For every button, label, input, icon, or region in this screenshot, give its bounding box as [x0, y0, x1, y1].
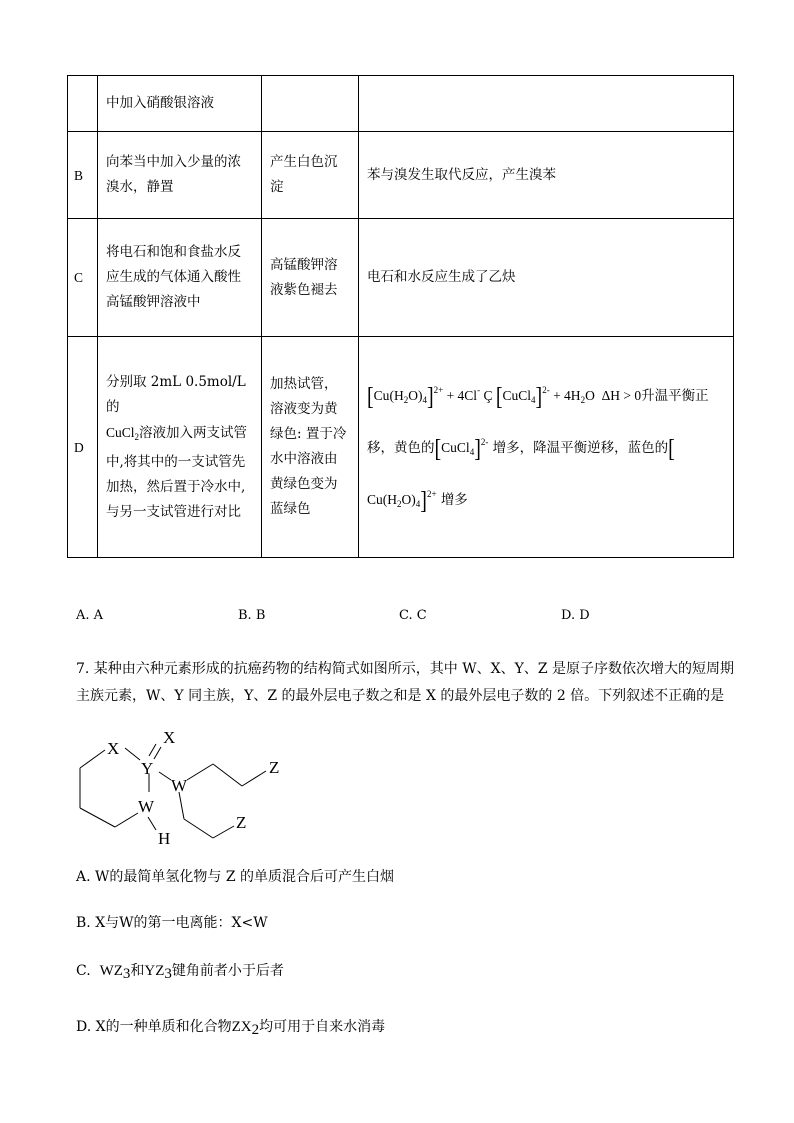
cu-aqua-ion: $[Cu(H_2O)_4]^{2+}$: [367, 435, 675, 515]
equilibrium-equation: $[Cu(H_2O)_4]^{2+} + 4Cl^-$ Ç [CuCl$_4$]$^{2-}$ + $4H_2O$ ΔH > 0: [367, 383, 642, 411]
subscript: 2: [134, 431, 140, 442]
option-label-cell: [68, 76, 98, 132]
atom-h: H: [158, 829, 171, 848]
atom-y: Y: [141, 759, 154, 778]
conclusion-text-1: 升温平衡正移，黄色的: [367, 388, 709, 456]
operation-cell: 中加入硝酸银溶液: [98, 76, 262, 132]
phenomenon-cell: 高锰酸钾溶液紫色褪去: [262, 219, 359, 337]
operation-cell: 向苯当中加入少量的浓溴水，静置: [98, 132, 262, 219]
atom-z-upper: Z: [269, 758, 280, 777]
phenomenon-cell: 加热试管，溶液变为黄绿色: 置于冷水中溶液由黄绿色变为蓝绿色: [262, 337, 359, 558]
conclusion-cell: 电石和水反应生成了乙炔: [359, 219, 734, 337]
atom-w-chain: W: [171, 776, 188, 795]
cucl4-ion: [CuCl$_4$]$^{2-}$: [434, 435, 489, 463]
table-row: [68, 76, 734, 132]
atom-x-ring: X: [107, 739, 120, 758]
equilibrium-arrow: Ç: [483, 388, 493, 403]
atom-x-double: X: [163, 728, 176, 747]
table-row: [68, 132, 734, 219]
cucl2-formula: CuCl: [106, 424, 135, 440]
conclusion-cell: 苯与溴发生取代反应，产生溴苯: [359, 132, 734, 219]
choice-b[interactable]: B. X与W的第一电离能：X<W: [76, 915, 268, 931]
conclusion-cell: [359, 76, 734, 132]
choice-a[interactable]: A. W的最简单氢化物与 Z 的单质混合后可产生白烟: [76, 869, 395, 885]
table-row: [68, 337, 734, 558]
option-b[interactable]: B. B: [238, 608, 266, 623]
operation-text-1: 分别取 2mL 0.5mol/L 的: [106, 373, 246, 415]
phenomenon-cell: 产生白色沉淀: [262, 132, 359, 219]
phenomenon-cell: [262, 76, 359, 132]
conclusion-text-2: 增多，降温平衡逆移，蓝色的: [492, 440, 669, 456]
atom-w-ring: W: [138, 797, 155, 816]
operation-text-2: 溶液加入两支试管中,将其中的一支试管先加热，然后置于冷水中,与另一支试管进行对比: [106, 424, 248, 520]
option-a[interactable]: A. A: [76, 608, 104, 623]
option-c[interactable]: C. C: [399, 608, 427, 623]
experiment-table: [67, 75, 734, 558]
option-label-cell: B: [68, 132, 98, 219]
option-label-cell: C: [68, 219, 98, 337]
conclusion-cell: [359, 337, 734, 558]
table-row: [68, 219, 734, 337]
molecular-structure-diagram: [70, 726, 310, 851]
choice-d[interactable]: D. X的一种单质和化合物ZX2均可用于自来水消毒: [76, 1019, 386, 1038]
operation-cell: [98, 337, 262, 558]
question-7-stem: 7. 某种由六种元素形成的抗癌药物的结构简式如图所示，其中 W、X、Y、Z 是原子序数依次增大的短周期主族元素，W、Y 同主族，Y、Z 的最外层电子数之和是 X 的最外层电子数的 2 倍。下列叙述不正确的是: [76, 661, 735, 704]
operation-cell: 将电石和饱和食盐水反应生成的气体通入酸性高锰酸钾溶液中: [98, 219, 262, 337]
choice-c[interactable]: C. WZ3和YZ3键角前者小于后者: [76, 963, 284, 982]
atom-z-lower: Z: [236, 813, 247, 832]
conclusion-text-3: 增多: [440, 492, 468, 508]
option-label-cell: D: [68, 337, 98, 558]
option-d[interactable]: D. D: [561, 608, 590, 623]
